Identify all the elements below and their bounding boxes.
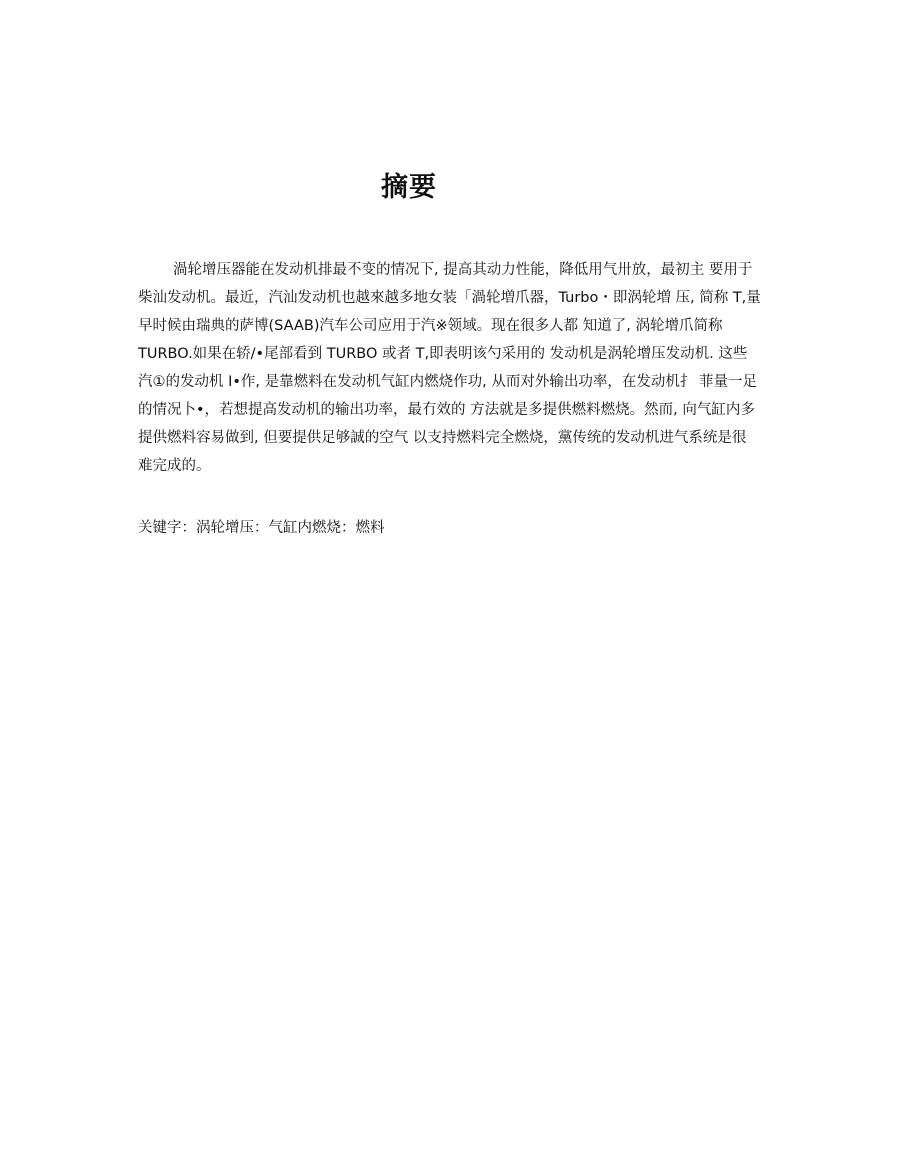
abstract-line: 难完成的。 (138, 458, 211, 474)
keywords-line: 关键字：涡轮增压：气缸内燃烧：燃料 (138, 520, 385, 536)
abstract-line: 汽①的发动机 I•作, 是靠燃料在发动机气缸内燃烧作功, 从而对外输出功率，在发动机扌 菲量一足 (138, 374, 757, 390)
abstract-line: TURBO.如果在轿/•尾部看到 TURBO 或者 T,即表明该勺采用的 发动机是涡轮增压发动机. 这些 (138, 346, 748, 362)
page-title: 摘要 (381, 172, 437, 203)
abstract-paragraph (138, 256, 790, 480)
abstract-line: 提供燃料容易做到, 但要提供足够誠的空气 以支持燃料完全燃烧，黨传统的发动机进气系统是很 (138, 430, 747, 446)
abstract-line: 的情况卜•，若想提高发动机的输出功率，最冇效的 方法就是多提供燃料燃烧。然而, 向气缸内多 (138, 402, 755, 418)
abstract-line: 渦轮增压器能在发动机排最不变的情况下, 提高其动力性能，降低用气卅放，最初主 要用于 (173, 262, 753, 278)
abstract-line: 柴汕发动机。最近，汽汕发动机也越來越多地女装「渦轮増爪器，Turbo・即涡轮増 压, 简称 T,量 (138, 290, 761, 306)
abstract-line: 早时候由瑞典的萨博(SAAB)汽车公司应用于汽※领域。现在很多人都 知道了, 涡轮增爪简称 (138, 318, 723, 334)
